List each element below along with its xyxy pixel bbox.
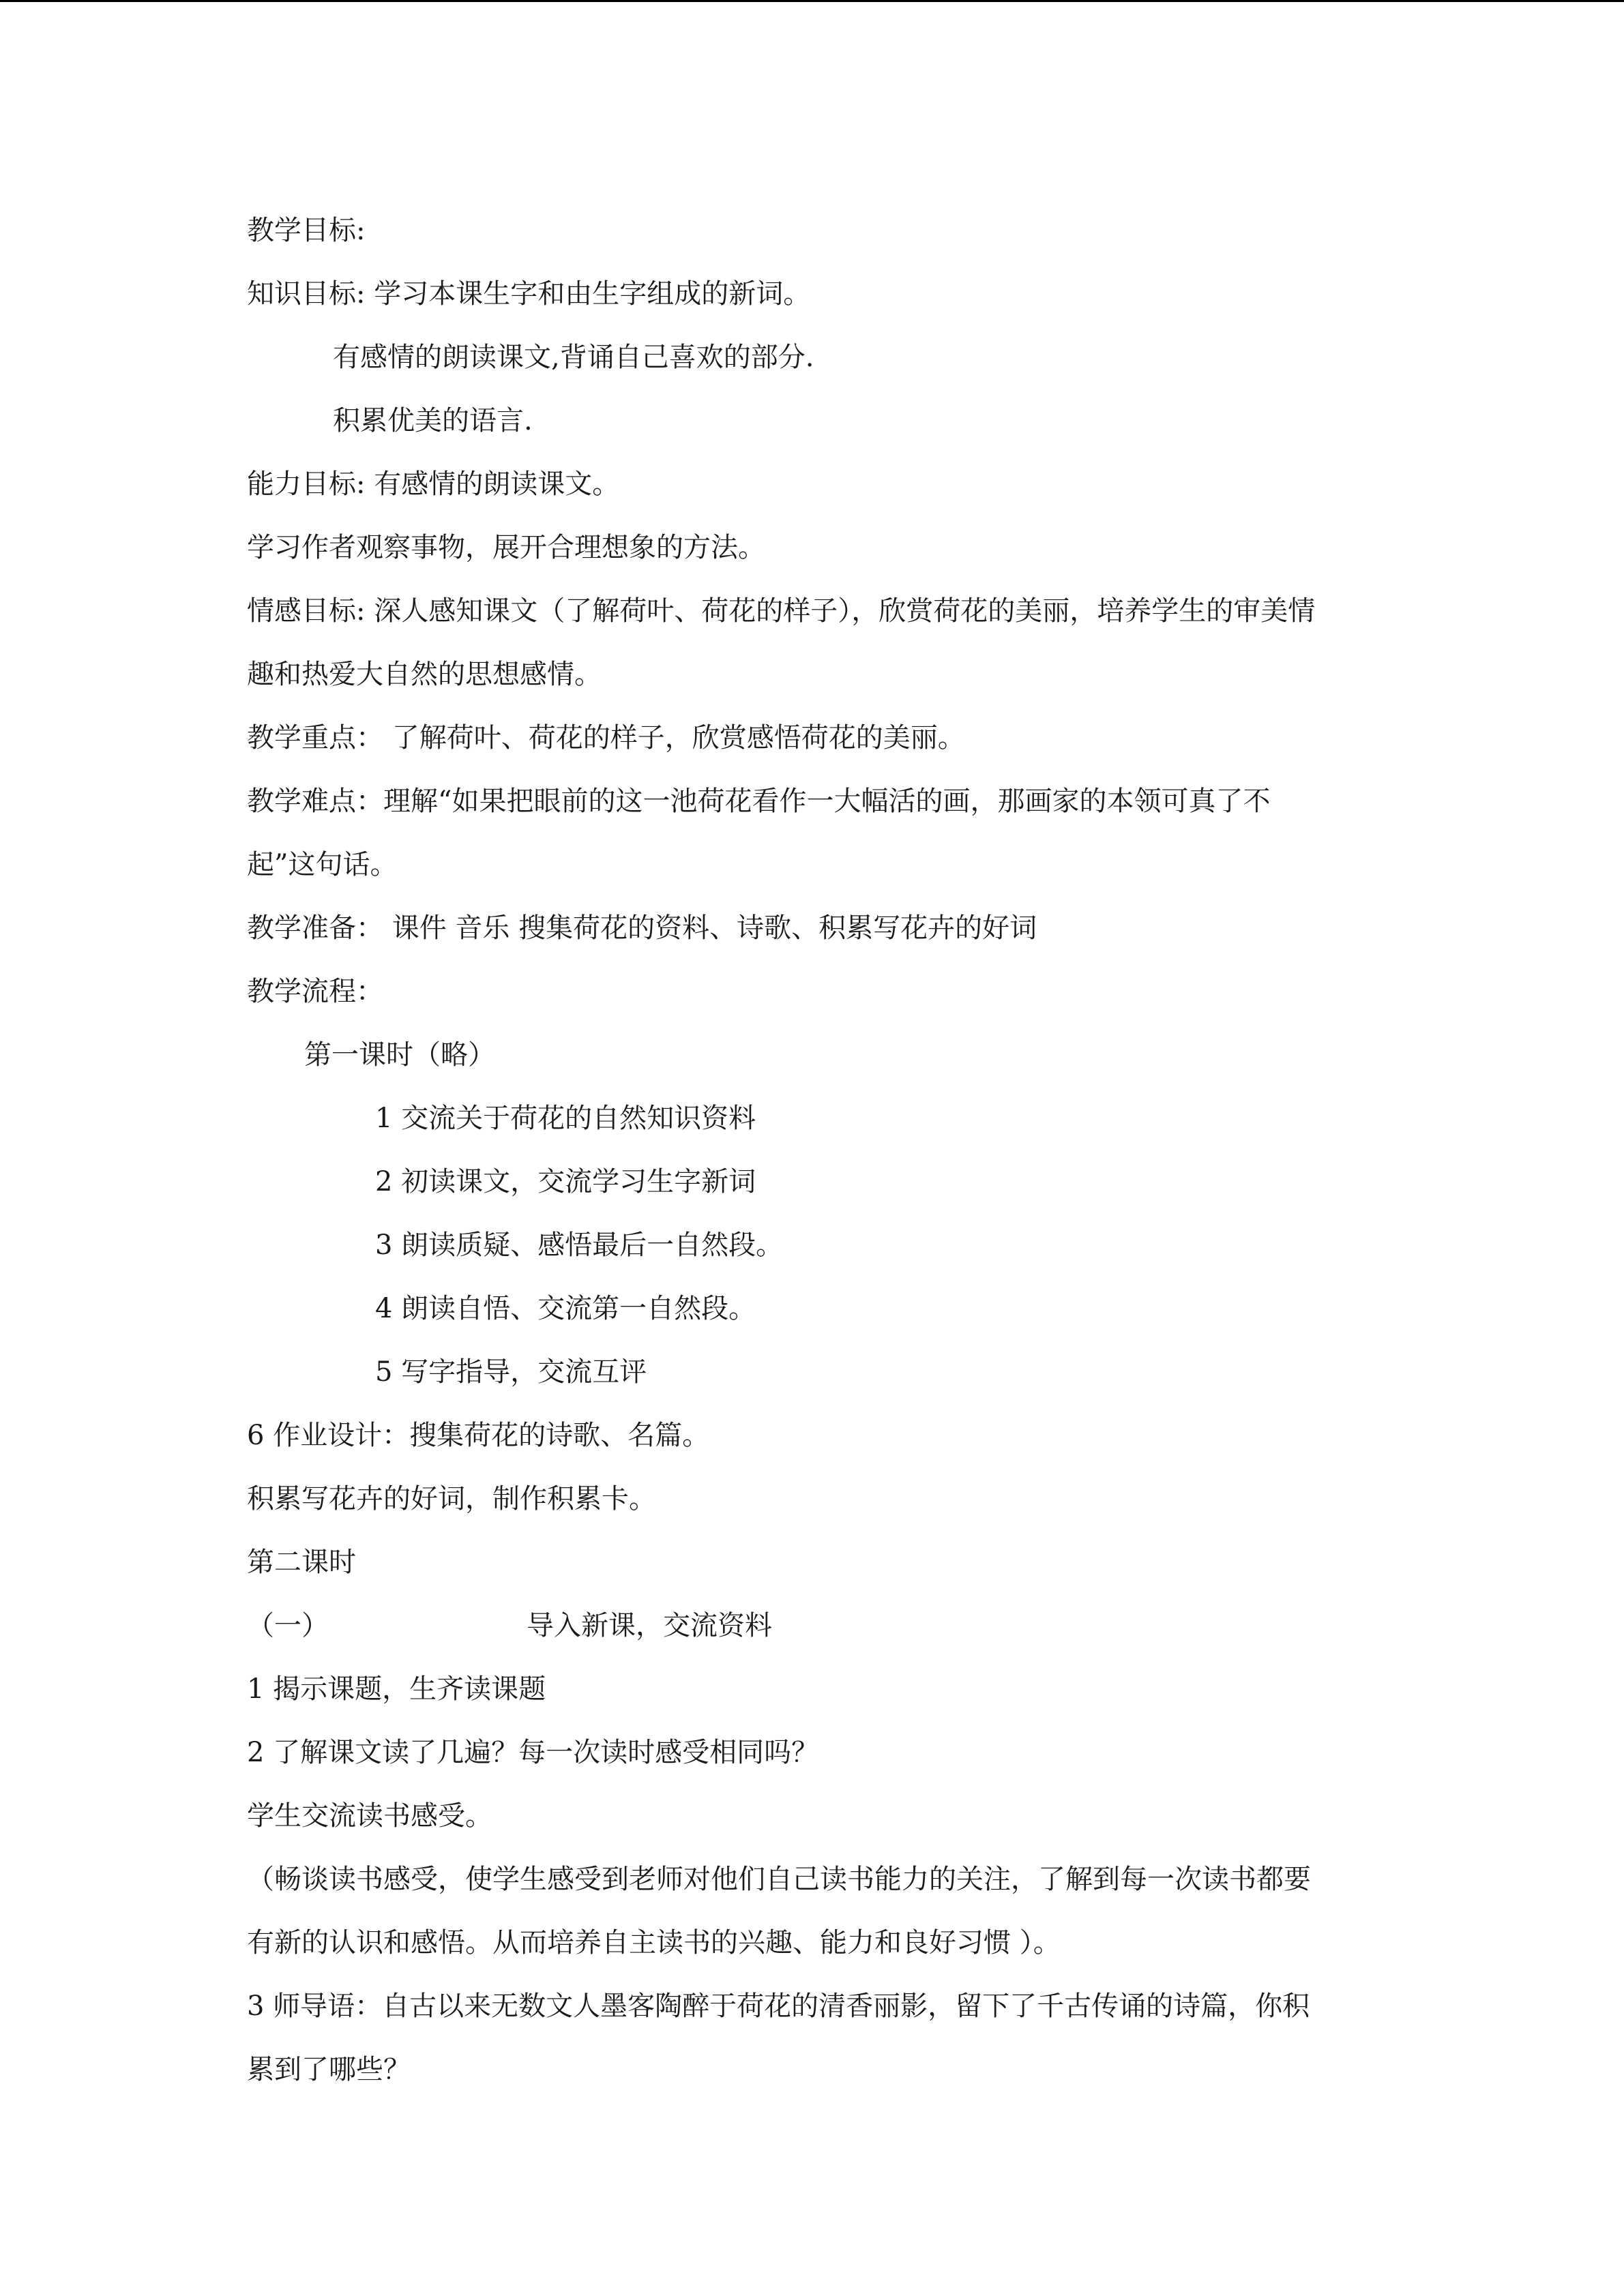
- emotion-goal: 情感目标: 深人感知课文（了解荷叶、荷花的样子），欣赏荷花的美丽，培养学生的审美情: [247, 595, 1316, 627]
- emotion-goal-continued: 趣和热爱大自然的思想感情。: [247, 659, 602, 690]
- list-item: 4 朗读自悟、交流第一自然段。: [375, 1293, 756, 1324]
- list-item: 3 朗读质疑、感悟最后一自然段。: [375, 1229, 784, 1261]
- second-lesson-heading: 第二课时: [247, 1547, 356, 1578]
- knowledge-goal-item: 有感情的朗读课文,背诵自己喜欢的部分.: [333, 342, 814, 373]
- section-one-heading: [247, 1609, 772, 1642]
- homework-design: 6 作业设计：搜集荷花的诗歌、名篇。: [247, 1420, 710, 1451]
- ability-goal-item: 学习作者观察事物，展开合理想象的方法。: [247, 532, 765, 563]
- step-item: 3 师导语：自古以来无数文人墨客陶醉于荷花的清香丽影，留下了千古传诵的诗篇，你积: [247, 1991, 1310, 2022]
- section-title: 导入新课，交流资料: [527, 1610, 772, 1641]
- design-note: （畅谈读书感受，使学生感受到老师对他们自己读书能力的关注，了解到每一次读书都要: [247, 1864, 1311, 1895]
- section-number: （一）: [247, 1610, 329, 1641]
- first-lesson-heading: 第一课时（略）: [304, 1039, 495, 1071]
- step-item: 2 了解课文读了几遍？每一次读时感受相同吗？: [247, 1737, 819, 1768]
- teaching-difficulty: 教学难点：理解“如果把眼前的这一池荷花看作一大幅活的画，那画家的本领可真了不: [247, 786, 1271, 817]
- design-note-continued: 有新的认识和感悟。从而培养自主读书的兴趣、能力和良好习惯 ）。: [247, 1927, 1061, 1958]
- teaching-key-points: 教学重点： 了解荷叶、荷花的样子，欣赏感悟荷花的美丽。: [247, 722, 965, 754]
- step-item-continued: 累到了哪些？: [247, 2054, 411, 2085]
- list-item: 1 交流关于荷花的自然知识资料: [375, 1103, 756, 1134]
- step-item: 1 揭示课题，生齐读课题: [247, 1673, 546, 1705]
- list-item: 2 初读课文，交流学习生字新词: [375, 1166, 756, 1197]
- knowledge-goal: 知识目标: 学习本课生字和由生字组成的新词。: [247, 278, 811, 310]
- step-item-note: 学生交流读书感受。: [247, 1800, 492, 1832]
- ability-goal: 能力目标: 有感情的朗读课文。: [247, 468, 620, 500]
- teaching-process-heading: 教学流程：: [247, 976, 383, 1007]
- heading-teaching-goals: 教学目标:: [247, 215, 366, 246]
- homework-design-continued: 积累写花卉的好词，制作积累卡。: [247, 1483, 656, 1515]
- list-item: 5 写字指导，交流互评: [375, 1356, 647, 1388]
- teaching-preparation: 教学准备： 课件 音乐 搜集荷花的资料、诗歌、积累写花卉的好词: [247, 912, 1037, 944]
- knowledge-goal-item: 积累优美的语言.: [333, 405, 533, 436]
- teaching-difficulty-continued: 起”这句话。: [247, 849, 398, 880]
